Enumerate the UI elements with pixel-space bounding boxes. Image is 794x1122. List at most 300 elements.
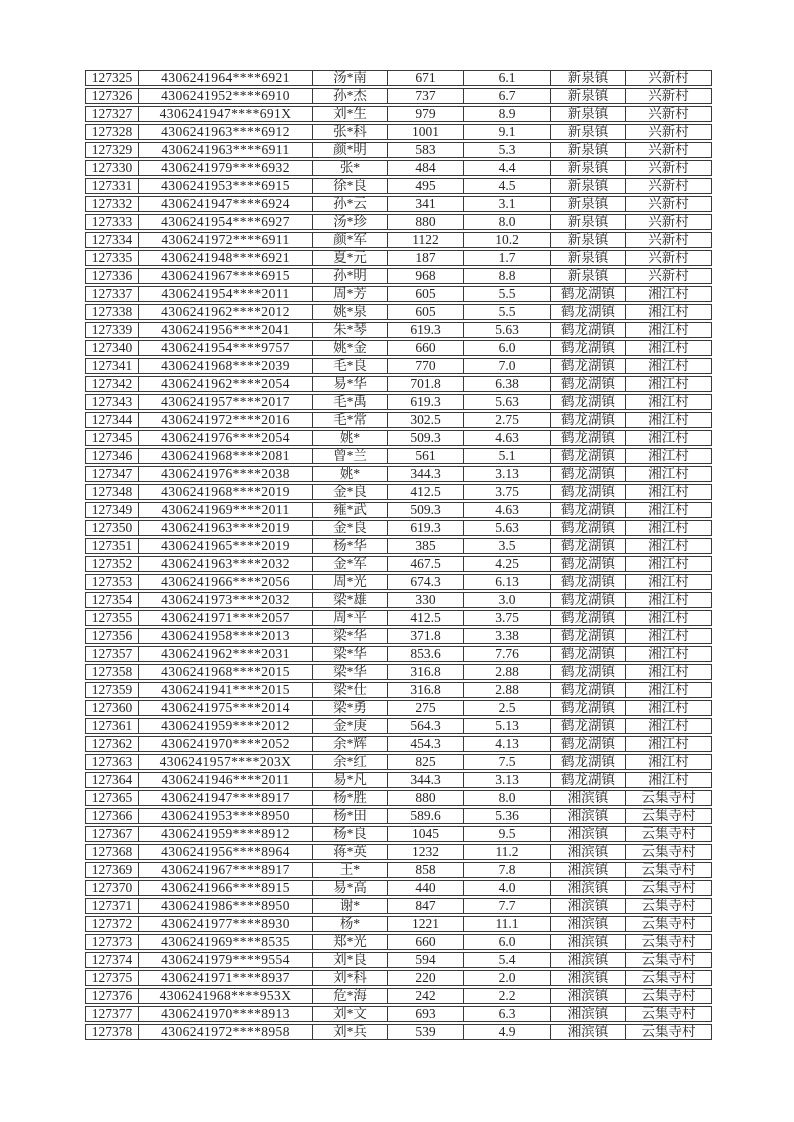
cell-area: 4.63 [463,430,550,446]
cell-amount: 660 [387,934,463,950]
cell-name: 汤*珍 [312,214,387,230]
cell-serial: 127353 [85,574,138,590]
cell-id_number: 4306241972****8958 [138,1024,312,1040]
cell-village: 湘江村 [625,502,712,518]
cell-area: 7.7 [463,898,550,914]
table-row [85,700,712,716]
cell-name: 周*平 [312,610,387,626]
cell-serial: 127333 [85,214,138,230]
cell-name: 姚* [312,466,387,482]
cell-id_number: 4306241979****6932 [138,160,312,176]
cell-village: 兴新村 [625,106,712,122]
cell-name: 刘*兵 [312,1024,387,1040]
table-row [85,556,712,572]
cell-village: 云集寺村 [625,862,712,878]
cell-village: 云集寺村 [625,988,712,1004]
table-row [85,862,712,878]
cell-town: 新泉镇 [550,196,625,212]
cell-amount: 1001 [387,124,463,140]
cell-town: 湘滨镇 [550,1006,625,1022]
cell-id_number: 4306241977****8930 [138,916,312,932]
table-row [85,916,712,932]
cell-amount: 495 [387,178,463,194]
cell-area: 5.3 [463,142,550,158]
records-table [85,68,712,1042]
cell-serial: 127376 [85,988,138,1004]
cell-area: 11.1 [463,916,550,932]
cell-area: 2.2 [463,988,550,1004]
cell-town: 新泉镇 [550,142,625,158]
cell-village: 云集寺村 [625,1024,712,1040]
cell-area: 2.0 [463,970,550,986]
cell-town: 鹤龙湖镇 [550,664,625,680]
cell-serial: 127327 [85,106,138,122]
table-row [85,268,712,284]
table-row [85,844,712,860]
cell-name: 曾*兰 [312,448,387,464]
cell-town: 鹤龙湖镇 [550,304,625,320]
cell-serial: 127359 [85,682,138,698]
cell-id_number: 4306241954****2011 [138,286,312,302]
cell-area: 4.5 [463,178,550,194]
cell-name: 夏*元 [312,250,387,266]
cell-name: 刘*科 [312,970,387,986]
cell-name: 杨* [312,916,387,932]
cell-id_number: 4306241954****6927 [138,214,312,230]
cell-serial: 127371 [85,898,138,914]
cell-town: 鹤龙湖镇 [550,358,625,374]
cell-serial: 127367 [85,826,138,842]
cell-village: 湘江村 [625,376,712,392]
table-row [85,286,712,302]
table-row [85,898,712,914]
cell-id_number: 4306241970****8913 [138,1006,312,1022]
cell-name: 孙*明 [312,268,387,284]
cell-id_number: 4306241959****2012 [138,718,312,734]
cell-serial: 127329 [85,142,138,158]
cell-town: 湘滨镇 [550,844,625,860]
cell-village: 兴新村 [625,178,712,194]
cell-town: 新泉镇 [550,88,625,104]
cell-id_number: 4306241959****8912 [138,826,312,842]
cell-amount: 561 [387,448,463,464]
cell-name: 刘*文 [312,1006,387,1022]
cell-amount: 847 [387,898,463,914]
cell-id_number: 4306241952****6910 [138,88,312,104]
table-row [85,412,712,428]
cell-id_number: 4306241967****8917 [138,862,312,878]
table-row [85,610,712,626]
cell-area: 5.5 [463,304,550,320]
cell-name: 张*科 [312,124,387,140]
cell-town: 鹤龙湖镇 [550,754,625,770]
cell-serial: 127352 [85,556,138,572]
cell-town: 新泉镇 [550,106,625,122]
cell-serial: 127348 [85,484,138,500]
table-row [85,340,712,356]
cell-area: 8.9 [463,106,550,122]
cell-amount: 770 [387,358,463,374]
cell-amount: 371.8 [387,628,463,644]
cell-serial: 127336 [85,268,138,284]
cell-village: 兴新村 [625,142,712,158]
cell-town: 湘滨镇 [550,934,625,950]
cell-id_number: 4306241975****2014 [138,700,312,716]
cell-serial: 127351 [85,538,138,554]
cell-serial: 127335 [85,250,138,266]
cell-town: 鹤龙湖镇 [550,574,625,590]
cell-village: 湘江村 [625,754,712,770]
table-row [85,1024,712,1040]
cell-name: 孙*杰 [312,88,387,104]
cell-area: 5.1 [463,448,550,464]
cell-amount: 660 [387,340,463,356]
cell-serial: 127337 [85,286,138,302]
cell-area: 4.0 [463,880,550,896]
cell-id_number: 4306241976****2054 [138,430,312,446]
cell-amount: 605 [387,304,463,320]
cell-id_number: 4306241958****2013 [138,628,312,644]
table-row [85,88,712,104]
table-row [85,304,712,320]
cell-amount: 220 [387,970,463,986]
cell-amount: 467.5 [387,556,463,572]
cell-village: 湘江村 [625,286,712,302]
table-row [85,232,712,248]
cell-village: 云集寺村 [625,934,712,950]
cell-village: 湘江村 [625,322,712,338]
cell-town: 鹤龙湖镇 [550,700,625,716]
cell-amount: 693 [387,1006,463,1022]
cell-area: 6.13 [463,574,550,590]
cell-town: 新泉镇 [550,232,625,248]
cell-amount: 589.6 [387,808,463,824]
cell-area: 5.63 [463,520,550,536]
cell-name: 徐*良 [312,178,387,194]
cell-name: 梁*雄 [312,592,387,608]
cell-amount: 968 [387,268,463,284]
cell-id_number: 4306241954****9757 [138,340,312,356]
cell-id_number: 4306241968****953X [138,988,312,1004]
cell-serial: 127366 [85,808,138,824]
table-row [85,70,712,86]
cell-id_number: 4306241968****2081 [138,448,312,464]
cell-village: 云集寺村 [625,916,712,932]
cell-amount: 440 [387,880,463,896]
cell-town: 湘滨镇 [550,916,625,932]
cell-id_number: 4306241963****6911 [138,142,312,158]
cell-name: 梁*华 [312,646,387,662]
cell-village: 兴新村 [625,232,712,248]
cell-village: 云集寺村 [625,1006,712,1022]
cell-village: 兴新村 [625,214,712,230]
cell-amount: 583 [387,142,463,158]
cell-area: 8.0 [463,790,550,806]
cell-amount: 509.3 [387,502,463,518]
cell-amount: 979 [387,106,463,122]
cell-village: 兴新村 [625,124,712,140]
cell-id_number: 4306241946****2011 [138,772,312,788]
cell-town: 新泉镇 [550,70,625,86]
cell-village: 湘江村 [625,772,712,788]
table-row [85,448,712,464]
table-row [85,988,712,1004]
cell-name: 汤*南 [312,70,387,86]
cell-serial: 127363 [85,754,138,770]
cell-village: 湘江村 [625,412,712,428]
cell-name: 杨*华 [312,538,387,554]
table-row [85,826,712,842]
cell-name: 危*海 [312,988,387,1004]
cell-amount: 412.5 [387,484,463,500]
cell-id_number: 4306241986****8950 [138,898,312,914]
cell-amount: 316.8 [387,682,463,698]
cell-id_number: 4306241962****2012 [138,304,312,320]
cell-town: 鹤龙湖镇 [550,430,625,446]
cell-id_number: 4306241962****2054 [138,376,312,392]
cell-village: 湘江村 [625,448,712,464]
table-row [85,376,712,392]
cell-id_number: 4306241970****2052 [138,736,312,752]
cell-amount: 605 [387,286,463,302]
cell-id_number: 4306241973****2032 [138,592,312,608]
cell-amount: 275 [387,700,463,716]
cell-id_number: 4306241964****6921 [138,70,312,86]
table-row [85,430,712,446]
cell-area: 9.5 [463,826,550,842]
cell-name: 余*红 [312,754,387,770]
cell-id_number: 4306241968****2039 [138,358,312,374]
cell-name: 朱*琴 [312,322,387,338]
records-table-body [85,70,712,1040]
cell-serial: 127347 [85,466,138,482]
cell-amount: 242 [387,988,463,1004]
cell-serial: 127362 [85,736,138,752]
cell-name: 梁*华 [312,628,387,644]
cell-village: 湘江村 [625,628,712,644]
table-row [85,574,712,590]
cell-id_number: 4306241948****6921 [138,250,312,266]
table-row [85,718,712,734]
cell-village: 兴新村 [625,88,712,104]
cell-amount: 853.6 [387,646,463,662]
cell-name: 毛*禹 [312,394,387,410]
cell-area: 6.3 [463,1006,550,1022]
table-row [85,106,712,122]
cell-village: 湘江村 [625,610,712,626]
cell-village: 兴新村 [625,160,712,176]
table-row [85,772,712,788]
cell-town: 湘滨镇 [550,988,625,1004]
cell-village: 云集寺村 [625,844,712,860]
cell-serial: 127378 [85,1024,138,1040]
cell-id_number: 4306241947****691X [138,106,312,122]
table-row [85,502,712,518]
cell-village: 湘江村 [625,646,712,662]
table-row [85,358,712,374]
cell-town: 鹤龙湖镇 [550,286,625,302]
cell-serial: 127326 [85,88,138,104]
cell-name: 杨*良 [312,826,387,842]
cell-id_number: 4306241962****2031 [138,646,312,662]
cell-name: 颜*军 [312,232,387,248]
cell-area: 6.0 [463,340,550,356]
cell-village: 湘江村 [625,736,712,752]
cell-amount: 858 [387,862,463,878]
cell-amount: 302.5 [387,412,463,428]
cell-area: 6.0 [463,934,550,950]
cell-area: 6.7 [463,88,550,104]
cell-serial: 127374 [85,952,138,968]
cell-id_number: 4306241969****2011 [138,502,312,518]
cell-town: 鹤龙湖镇 [550,646,625,662]
cell-village: 云集寺村 [625,808,712,824]
cell-name: 金*军 [312,556,387,572]
cell-amount: 385 [387,538,463,554]
cell-village: 云集寺村 [625,790,712,806]
cell-area: 7.5 [463,754,550,770]
cell-amount: 1221 [387,916,463,932]
cell-amount: 454.3 [387,736,463,752]
cell-name: 梁*仕 [312,682,387,698]
cell-town: 新泉镇 [550,214,625,230]
cell-serial: 127340 [85,340,138,356]
cell-name: 梁*勇 [312,700,387,716]
cell-amount: 1122 [387,232,463,248]
table-row [85,142,712,158]
cell-village: 湘江村 [625,430,712,446]
cell-town: 鹤龙湖镇 [550,520,625,536]
cell-town: 鹤龙湖镇 [550,394,625,410]
cell-amount: 564.3 [387,718,463,734]
cell-area: 7.76 [463,646,550,662]
table-row [85,808,712,824]
cell-serial: 127346 [85,448,138,464]
cell-id_number: 4306241953****6915 [138,178,312,194]
cell-id_number: 4306241963****2032 [138,556,312,572]
cell-name: 刘*生 [312,106,387,122]
cell-serial: 127357 [85,646,138,662]
cell-serial: 127332 [85,196,138,212]
cell-village: 湘江村 [625,484,712,500]
cell-name: 谢* [312,898,387,914]
table-row [85,646,712,662]
cell-serial: 127341 [85,358,138,374]
cell-amount: 330 [387,592,463,608]
cell-amount: 412.5 [387,610,463,626]
table-row [85,196,712,212]
table-row [85,970,712,986]
cell-village: 兴新村 [625,196,712,212]
cell-serial: 127365 [85,790,138,806]
cell-serial: 127355 [85,610,138,626]
cell-town: 鹤龙湖镇 [550,466,625,482]
cell-serial: 127369 [85,862,138,878]
cell-area: 11.2 [463,844,550,860]
cell-town: 湘滨镇 [550,880,625,896]
cell-town: 湘滨镇 [550,1024,625,1040]
cell-name: 毛*常 [312,412,387,428]
cell-amount: 619.3 [387,394,463,410]
cell-village: 湘江村 [625,664,712,680]
cell-town: 新泉镇 [550,250,625,266]
cell-area: 7.0 [463,358,550,374]
cell-area: 5.63 [463,322,550,338]
cell-area: 6.1 [463,70,550,86]
cell-amount: 594 [387,952,463,968]
cell-amount: 316.8 [387,664,463,680]
cell-amount: 825 [387,754,463,770]
cell-id_number: 4306241966****8915 [138,880,312,896]
cell-village: 湘江村 [625,700,712,716]
cell-serial: 127364 [85,772,138,788]
cell-serial: 127360 [85,700,138,716]
cell-area: 5.5 [463,286,550,302]
cell-name: 张* [312,160,387,176]
cell-area: 8.8 [463,268,550,284]
cell-amount: 880 [387,214,463,230]
cell-area: 2.88 [463,682,550,698]
cell-id_number: 4306241941****2015 [138,682,312,698]
table-row [85,178,712,194]
cell-town: 鹤龙湖镇 [550,538,625,554]
cell-area: 3.1 [463,196,550,212]
cell-serial: 127354 [85,592,138,608]
cell-village: 湘江村 [625,682,712,698]
cell-amount: 619.3 [387,520,463,536]
cell-amount: 509.3 [387,430,463,446]
cell-serial: 127349 [85,502,138,518]
cell-name: 刘*良 [312,952,387,968]
cell-name: 金*良 [312,484,387,500]
cell-town: 鹤龙湖镇 [550,592,625,608]
cell-area: 2.5 [463,700,550,716]
cell-area: 3.5 [463,538,550,554]
cell-id_number: 4306241953****8950 [138,808,312,824]
cell-amount: 187 [387,250,463,266]
cell-town: 鹤龙湖镇 [550,610,625,626]
cell-town: 鹤龙湖镇 [550,682,625,698]
cell-town: 鹤龙湖镇 [550,628,625,644]
cell-id_number: 4306241947****8917 [138,790,312,806]
cell-name: 余*辉 [312,736,387,752]
cell-serial: 127373 [85,934,138,950]
cell-name: 孙*云 [312,196,387,212]
cell-village: 湘江村 [625,466,712,482]
cell-area: 2.88 [463,664,550,680]
cell-amount: 344.3 [387,466,463,482]
table-row [85,520,712,536]
cell-village: 湘江村 [625,718,712,734]
cell-town: 鹤龙湖镇 [550,736,625,752]
cell-name: 周*芳 [312,286,387,302]
cell-town: 湘滨镇 [550,808,625,824]
cell-name: 姚*金 [312,340,387,356]
cell-id_number: 4306241956****2041 [138,322,312,338]
table-row [85,214,712,230]
cell-serial: 127331 [85,178,138,194]
cell-village: 云集寺村 [625,826,712,842]
cell-town: 鹤龙湖镇 [550,448,625,464]
cell-id_number: 4306241968****2015 [138,664,312,680]
cell-name: 姚*泉 [312,304,387,320]
cell-amount: 701.8 [387,376,463,392]
cell-town: 鹤龙湖镇 [550,322,625,338]
cell-id_number: 4306241965****2019 [138,538,312,554]
table-row [85,160,712,176]
cell-town: 湘滨镇 [550,862,625,878]
cell-serial: 127342 [85,376,138,392]
